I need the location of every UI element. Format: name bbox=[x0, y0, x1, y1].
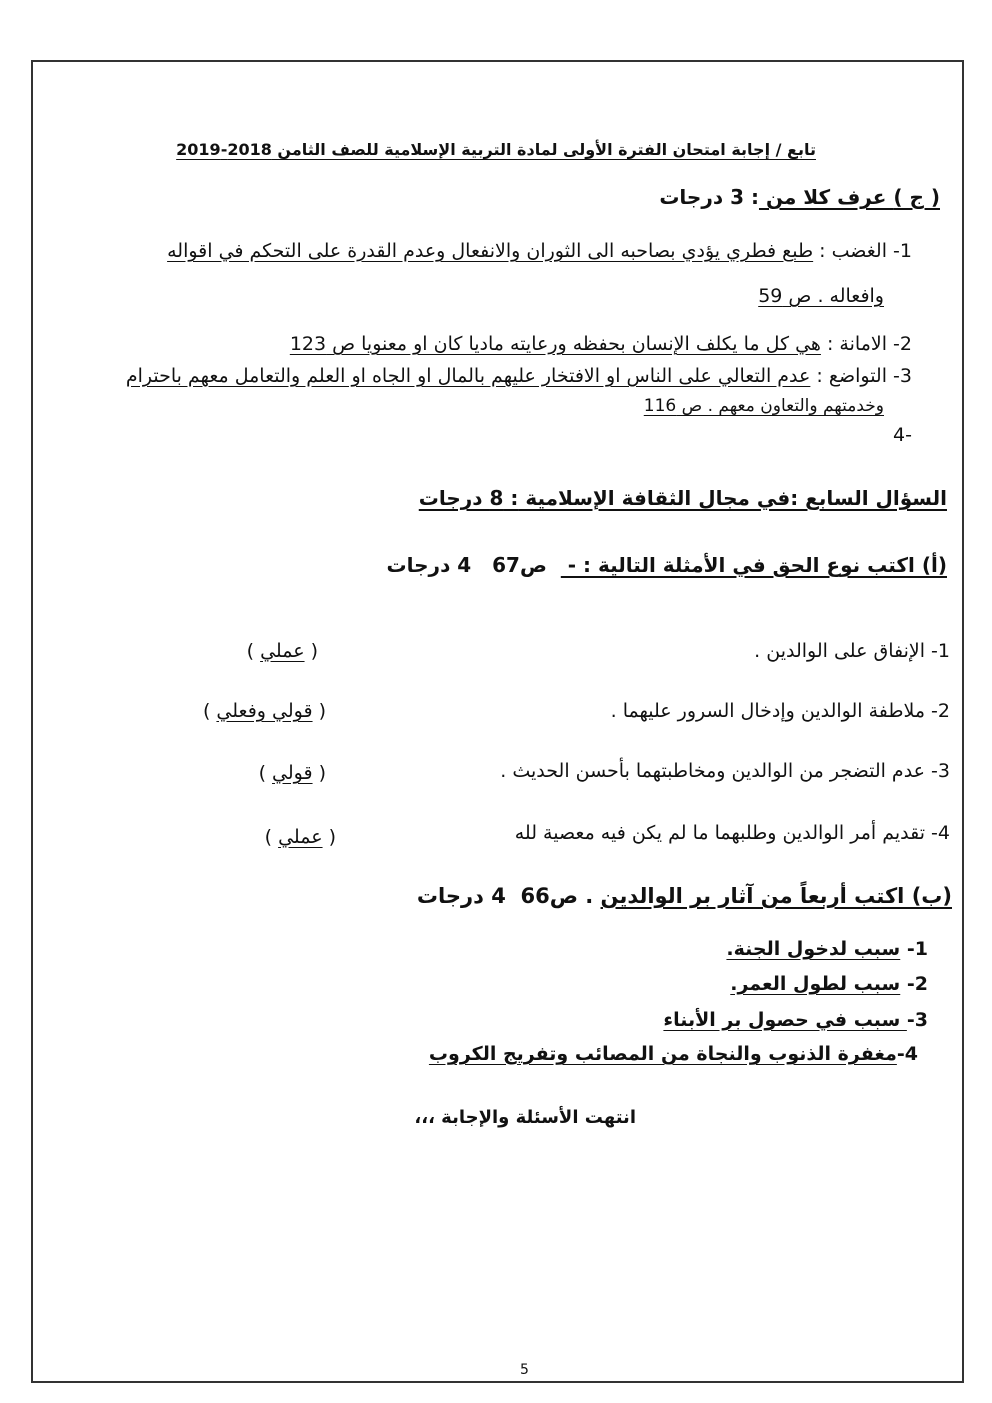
definition-text: هي كل ما يكلف الإنسان بحفظه ورعايته ماديا كان او معنويا ص 123 bbox=[289, 333, 821, 355]
paren-open: ( bbox=[322, 826, 336, 848]
part-a-marks: 4 درجات bbox=[386, 553, 472, 577]
right-type-answer-1 bbox=[247, 640, 318, 662]
part-b-title: (ب) اكتب أربعاً من آثار بر الوالدين bbox=[600, 884, 952, 908]
definition-item-3 bbox=[126, 365, 912, 387]
section-c-marks: : 3 درجات bbox=[659, 185, 759, 209]
item-text: 1- الإنفاق على الوالدين . bbox=[754, 640, 950, 662]
definition-item-4 bbox=[893, 424, 912, 446]
definition-text-cont: وخدمتهم والتعاون معهم . ص 116 bbox=[643, 396, 884, 416]
item-number: 1- bbox=[900, 938, 928, 960]
right-type-answer-4 bbox=[265, 826, 336, 848]
answer-text: عملي bbox=[278, 826, 323, 848]
definition-text-cont: وافعاله . ص 59 bbox=[758, 285, 884, 307]
right-type-answer-2 bbox=[203, 700, 326, 722]
right-type-item-1 bbox=[754, 640, 950, 662]
question7-title: السؤال السابع :في مجال الثقافة الإسلامية bbox=[518, 486, 947, 510]
paren-open: ( bbox=[312, 700, 326, 722]
part-a-page-ref: ص67 bbox=[492, 553, 547, 577]
item-number: 2- bbox=[900, 973, 928, 995]
paren-open: ( bbox=[312, 762, 326, 784]
exam-header bbox=[176, 140, 816, 159]
item-text: 3- عدم التضجر من الوالدين ومخاطبتهما بأحسن الحديث . bbox=[500, 760, 950, 782]
item-text: 2- ملاطفة الوالدين وإدخال السرور عليهما . bbox=[610, 700, 950, 722]
right-type-item-4 bbox=[515, 822, 950, 844]
page-number: 5 bbox=[520, 1362, 529, 1378]
paren-open: ( bbox=[304, 640, 318, 662]
definition-text: عدم التعالي على الناس او الافتخار عليهم بالمال او الجاه او العلم والتعامل معهم باحترام bbox=[125, 365, 811, 387]
definition-item-1 bbox=[167, 240, 912, 262]
question7-heading bbox=[419, 486, 947, 510]
definition-term: الغضب : bbox=[813, 240, 887, 262]
item-number: 4- bbox=[893, 424, 912, 446]
header-text: تابع / إجابة امتحان الفترة الأولى لمادة التربية الإسلامية للصف الثامن bbox=[271, 140, 816, 159]
item-text: مغفرة الذنوب والنجاة من المصائب وتفريج الكروب bbox=[428, 1043, 897, 1065]
part-a-title: (أ) اكتب نوع الحق في الأمثلة التالية : - bbox=[560, 553, 947, 577]
item-number: 2- bbox=[893, 333, 912, 355]
part-b-heading bbox=[417, 884, 952, 908]
header-year: 2018-2019 bbox=[176, 140, 272, 159]
definition-item-1-cont bbox=[758, 285, 884, 307]
paren-close: ) bbox=[264, 826, 279, 848]
item-text: سبب لطول العمر. bbox=[730, 973, 901, 995]
part-b-page-ref: ص66 bbox=[520, 884, 578, 908]
definition-term: التواضع : bbox=[810, 365, 887, 387]
closing-text bbox=[414, 1107, 636, 1128]
item-text: 4- تقديم أمر الوالدين وطلبهما ما لم يكن فيه معصية لله bbox=[514, 822, 950, 844]
definition-item-2 bbox=[290, 333, 912, 355]
item-number: 1- bbox=[893, 240, 912, 262]
definition-text: طبع فطري يؤدي بصاحبه الى الثوران والانفعال وعدم القدرة على التحكم في اقواله bbox=[167, 240, 814, 262]
section-c-heading bbox=[659, 185, 940, 209]
paren-close: ) bbox=[246, 640, 261, 662]
definition-term: الامانة : bbox=[820, 333, 887, 355]
right-type-answer-3 bbox=[259, 762, 326, 784]
right-type-item-3 bbox=[500, 760, 950, 782]
item-number: 3- bbox=[906, 1009, 928, 1031]
paren-close: ) bbox=[202, 700, 217, 722]
right-type-item-2 bbox=[611, 700, 950, 722]
item-number: 3- bbox=[893, 365, 912, 387]
part-b-dot: . bbox=[577, 884, 601, 908]
effect-item-1 bbox=[726, 938, 928, 960]
item-text: سبب في حصول بر الأبناء bbox=[663, 1009, 907, 1031]
definition-item-3-cont bbox=[644, 396, 884, 416]
part-a-heading bbox=[387, 553, 947, 577]
paren-close: ) bbox=[258, 762, 273, 784]
effect-item-2 bbox=[730, 973, 928, 995]
item-number: 4- bbox=[896, 1043, 918, 1065]
closing-label: انتهت الأسئلة والإجابة ،،، bbox=[414, 1107, 636, 1128]
part-b-marks: 4 درجات bbox=[416, 884, 506, 908]
question7-marks: : 8 درجات bbox=[418, 486, 519, 510]
answer-text: عملي bbox=[260, 640, 305, 662]
effect-item-4 bbox=[429, 1043, 918, 1065]
item-text: سبب لدخول الجنة. bbox=[726, 938, 901, 960]
section-c-label: ( ج ) bbox=[893, 185, 940, 209]
section-c-title: عرف كلا من bbox=[758, 185, 894, 209]
answer-text: قولي وفعلي bbox=[216, 700, 313, 722]
answer-text: قولي bbox=[272, 762, 313, 784]
effect-item-3 bbox=[663, 1009, 928, 1031]
